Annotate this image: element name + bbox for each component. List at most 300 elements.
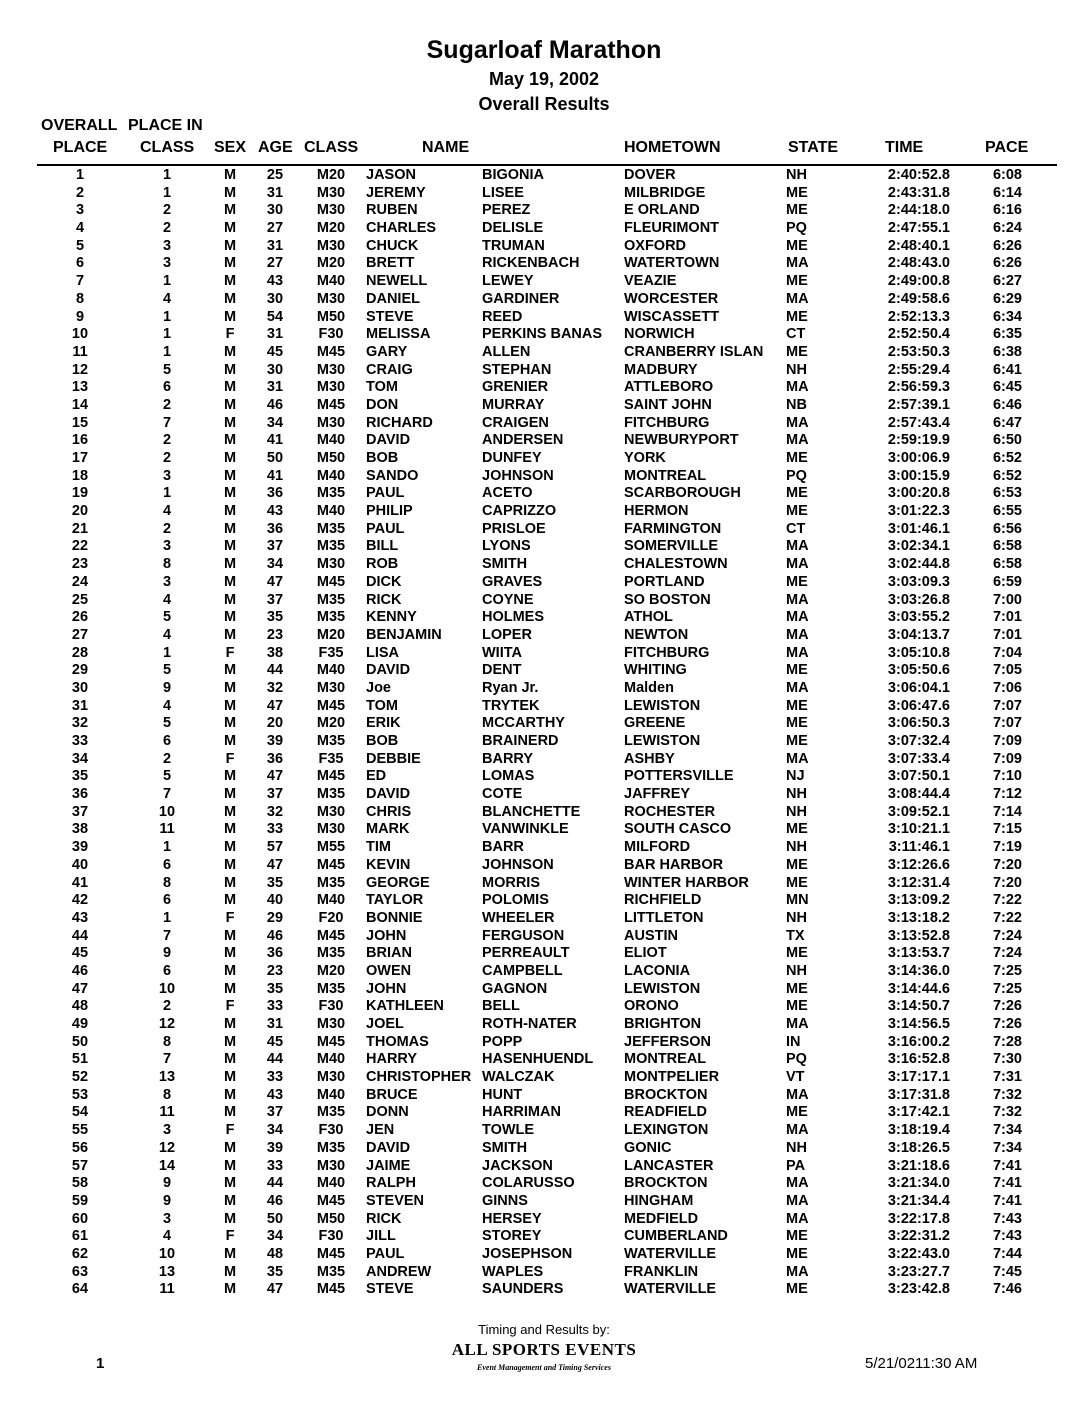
table-row: [0, 1211, 1088, 1229]
cell-pace: 7:19: [992, 839, 1022, 856]
cell-time: 3:13:52.8: [887, 927, 950, 944]
cell-last-name: WALCZAK: [482, 1069, 555, 1086]
cell-time: 3:14:50.7: [887, 998, 950, 1015]
cell-age: 35: [266, 1263, 284, 1280]
cell-last-name: STOREY: [482, 1228, 542, 1245]
cell-hometown: MONTREAL: [624, 467, 707, 484]
cell-hometown: POTTERSVILLE: [624, 768, 734, 785]
cell-class-place: 8: [162, 1033, 172, 1050]
cell-sex: M: [223, 1016, 237, 1032]
cell-state: MA: [786, 538, 809, 555]
cell-hometown: LEWISTON: [624, 980, 701, 997]
table-row: [0, 220, 1088, 238]
cell-hometown: WATERVILLE: [624, 1245, 717, 1262]
cell-first-name: DAVID: [366, 662, 411, 679]
cell-time: 3:12:31.4: [887, 874, 950, 891]
cell-age: 20: [266, 715, 284, 732]
cell-class: M35: [316, 538, 346, 555]
cell-last-name: PERREAULT: [482, 945, 570, 962]
cell-class: M45: [316, 1192, 346, 1209]
col-header-class: CLASS: [304, 139, 359, 156]
cell-hometown: OXFORD: [624, 237, 687, 254]
cell-state: MA: [786, 1016, 809, 1032]
cell-last-name: BELL: [482, 998, 520, 1015]
cell-sex: F: [225, 909, 235, 926]
cell-last-name: GINNS: [482, 1192, 528, 1209]
cell-age: 31: [266, 184, 284, 201]
cell-hometown: FITCHBURG: [624, 414, 710, 431]
cell-class: M45: [316, 768, 346, 785]
cell-time: 2:49:00.8: [887, 273, 950, 290]
cell-hometown: Malden: [624, 679, 674, 696]
cell-state: NJ: [786, 768, 805, 785]
cell-last-name: HERSEY: [482, 1210, 542, 1227]
cell-class-place: 7: [162, 927, 172, 944]
cell-hometown: LEWISTON: [624, 733, 701, 749]
table-row: [0, 202, 1088, 220]
cell-hometown: GONIC: [624, 1139, 672, 1156]
cell-class-place: 4: [162, 1228, 172, 1245]
cell-class-place: 14: [158, 1157, 176, 1174]
cell-overall-place: 35: [71, 768, 89, 785]
cell-age: 25: [266, 167, 284, 183]
cell-pace: 7:12: [992, 786, 1022, 803]
cell-overall-place: 64: [71, 1281, 89, 1298]
table-row: [0, 1158, 1088, 1176]
cell-last-name: MCCARTHY: [482, 715, 565, 732]
cell-time: 3:03:09.3: [887, 573, 950, 590]
cell-first-name: DON: [366, 396, 399, 413]
cell-overall-place: 2: [75, 184, 85, 201]
cell-first-name: GARY: [366, 343, 408, 360]
cell-class: M20: [316, 220, 346, 237]
cell-first-name: PAUL: [366, 485, 405, 502]
cell-class: M45: [316, 1245, 346, 1262]
cell-state: ME: [786, 1245, 808, 1262]
cell-last-name: JOHNSON: [482, 856, 554, 873]
cell-last-name: REED: [482, 308, 523, 325]
cell-age: 43: [266, 1086, 284, 1103]
table-row: [0, 680, 1088, 698]
cell-hometown: VEAZIE: [624, 273, 677, 290]
cell-class-place: 4: [162, 591, 172, 608]
cell-pace: 6:45: [992, 379, 1022, 396]
cell-sex: M: [223, 1069, 237, 1086]
cell-hometown: SOUTH CASCO: [624, 821, 732, 838]
cell-first-name: DANIEL: [366, 290, 420, 307]
table-row: [0, 645, 1088, 663]
table-row: [0, 768, 1088, 786]
cell-overall-place: 25: [71, 591, 89, 608]
cell-time: 3:16:52.8: [887, 1051, 950, 1068]
cell-state: NH: [786, 909, 807, 926]
cell-age: 34: [266, 1122, 284, 1139]
cell-time: 3:09:52.1: [887, 803, 950, 820]
cell-time: 2:49:58.6: [887, 290, 950, 307]
cell-class-place: 7: [162, 414, 172, 431]
cell-first-name: DEBBIE: [366, 750, 421, 767]
cell-time: 3:18:26.5: [887, 1139, 950, 1156]
cell-hometown: GREENE: [624, 715, 686, 732]
cell-sex: M: [223, 697, 237, 714]
cell-pace: 6:52: [992, 450, 1022, 466]
cell-age: 30: [266, 290, 284, 307]
cell-first-name: BENJAMIN: [366, 626, 442, 643]
cell-first-name: GEORGE: [366, 874, 430, 891]
cell-hometown: ATHOL: [624, 609, 673, 626]
cell-age: 23: [266, 626, 284, 643]
cell-age: 37: [266, 1104, 284, 1121]
table-row: [0, 609, 1088, 627]
cell-overall-place: 30: [71, 679, 89, 696]
cell-age: 33: [266, 1157, 284, 1174]
cell-class-place: 8: [162, 1086, 172, 1103]
cell-age: 46: [266, 927, 284, 944]
cell-state: NH: [786, 167, 807, 183]
table-row: [0, 998, 1088, 1016]
table-row: [0, 857, 1088, 875]
cell-class: M30: [316, 1157, 346, 1174]
table-row: [0, 538, 1088, 556]
cell-hometown: LITTLETON: [624, 909, 704, 926]
cell-time: 3:00:20.8: [887, 485, 950, 502]
table-row: [0, 875, 1088, 893]
cell-class: M35: [316, 609, 346, 626]
cell-overall-place: 24: [71, 573, 89, 590]
cell-age: 34: [266, 1228, 284, 1245]
cell-state: ME: [786, 308, 808, 325]
cell-last-name: COYNE: [482, 591, 534, 608]
cell-hometown: WORCESTER: [624, 290, 719, 307]
cell-pace: 7:01: [992, 609, 1022, 626]
cell-overall-place: 23: [71, 556, 89, 573]
cell-state: NH: [786, 361, 807, 378]
cell-pace: 7:22: [992, 909, 1022, 926]
cell-state: ME: [786, 998, 808, 1015]
cell-last-name: LEWEY: [482, 273, 534, 290]
cell-hometown: ASHBY: [624, 750, 675, 767]
cell-overall-place: 19: [71, 485, 89, 502]
cell-class-place: 10: [158, 980, 176, 997]
cell-sex: M: [223, 290, 237, 307]
cell-first-name: TIM: [366, 839, 391, 856]
cell-time: 3:00:15.9: [887, 467, 950, 484]
cell-class-place: 1: [162, 485, 172, 502]
table-row: [0, 733, 1088, 751]
cell-last-name: PERKINS BANAS: [482, 326, 603, 343]
timing-company-logo: ALL SPORTS EVENTS: [451, 1340, 637, 1359]
cell-hometown: NORWICH: [624, 326, 695, 343]
cell-state: ME: [786, 1281, 808, 1298]
cell-age: 36: [266, 945, 284, 962]
cell-pace: 7:28: [992, 1033, 1022, 1050]
cell-sex: F: [225, 644, 235, 661]
cell-class: M30: [316, 414, 346, 431]
table-row: [0, 1087, 1088, 1105]
table-row: [0, 839, 1088, 857]
cell-first-name: RALPH: [366, 1175, 416, 1192]
cell-overall-place: 13: [71, 379, 89, 396]
cell-hometown: JAFFREY: [624, 786, 691, 803]
cell-sex: M: [223, 856, 237, 873]
cell-state: MA: [786, 255, 809, 272]
cell-pace: 7:05: [992, 662, 1022, 679]
cell-class: M35: [316, 485, 346, 502]
table-row: [0, 1175, 1088, 1193]
cell-pace: 7:24: [992, 945, 1022, 962]
cell-first-name: DICK: [366, 573, 402, 590]
cell-overall-place: 61: [71, 1228, 89, 1245]
cell-time: 3:22:31.2: [887, 1228, 950, 1245]
cell-sex: M: [223, 821, 237, 838]
cell-overall-place: 26: [71, 609, 89, 626]
cell-state: MA: [786, 626, 809, 643]
table-row: [0, 592, 1088, 610]
cell-first-name: BILL: [366, 538, 399, 555]
cell-pace: 7:01: [992, 626, 1022, 643]
cell-pace: 7:09: [992, 750, 1022, 767]
cell-hometown: AUSTIN: [624, 927, 678, 944]
cell-class-place: 5: [162, 609, 172, 626]
cell-class: M45: [316, 697, 346, 714]
cell-last-name: BARR: [482, 839, 524, 856]
cell-class: M45: [316, 396, 346, 413]
table-row: [0, 167, 1088, 185]
table-row: [0, 291, 1088, 309]
cell-sex: M: [223, 520, 237, 537]
cell-sex: M: [223, 679, 237, 696]
cell-age: 47: [266, 697, 284, 714]
cell-sex: M: [223, 945, 237, 962]
cell-state: ME: [786, 273, 808, 290]
header-divider: [37, 164, 1057, 166]
cell-time: 3:22:43.0: [887, 1245, 950, 1262]
cell-age: 48: [266, 1245, 284, 1262]
cell-time: 3:13:09.2: [887, 892, 950, 909]
cell-hometown: CHALESTOWN: [624, 556, 728, 573]
cell-hometown: BAR HARBOR: [624, 856, 724, 873]
col-header-hometown: HOMETOWN: [624, 139, 721, 156]
col-header-place-in: PLACE IN: [128, 117, 203, 134]
cell-time: 2:40:52.8: [887, 167, 950, 183]
cell-hometown: WINTER HARBOR: [624, 874, 749, 891]
cell-overall-place: 62: [71, 1245, 89, 1262]
table-row: [0, 1069, 1088, 1087]
cell-class: F35: [318, 644, 344, 661]
cell-last-name: HOLMES: [482, 609, 545, 626]
cell-state: MA: [786, 556, 809, 573]
cell-overall-place: 42: [71, 892, 89, 909]
cell-sex: M: [223, 467, 237, 484]
cell-state: PQ: [786, 220, 807, 237]
cell-sex: M: [223, 220, 237, 237]
cell-class: M50: [316, 450, 346, 466]
cell-state: ME: [786, 874, 808, 891]
cell-hometown: FITCHBURG: [624, 644, 710, 661]
cell-class: M45: [316, 927, 346, 944]
cell-state: ME: [786, 697, 808, 714]
cell-class-place: 4: [162, 503, 172, 520]
cell-last-name: JACKSON: [482, 1157, 553, 1174]
cell-age: 46: [266, 396, 284, 413]
cell-state: ME: [786, 343, 808, 360]
cell-time: 3:03:26.8: [887, 591, 950, 608]
cell-last-name: POLOMIS: [482, 892, 549, 909]
cell-overall-place: 14: [71, 396, 89, 413]
cell-overall-place: 33: [71, 733, 89, 749]
cell-last-name: CAMPBELL: [482, 962, 563, 979]
cell-class-place: 5: [162, 768, 172, 785]
cell-overall-place: 22: [71, 538, 89, 555]
cell-hometown: WHITING: [624, 662, 687, 679]
cell-class-place: 9: [162, 679, 172, 696]
cell-hometown: LACONIA: [624, 962, 691, 979]
table-row: [0, 556, 1088, 574]
table-row: [0, 662, 1088, 680]
cell-sex: F: [225, 1122, 235, 1139]
cell-last-name: RICKENBACH: [482, 255, 580, 272]
table-row: [0, 945, 1088, 963]
cell-hometown: SAINT JOHN: [624, 396, 712, 413]
cell-class: M30: [316, 1016, 346, 1032]
cell-time: 2:48:40.1: [887, 237, 950, 254]
cell-age: 30: [266, 361, 284, 378]
cell-pace: 7:26: [992, 1016, 1022, 1032]
cell-first-name: RICK: [366, 591, 402, 608]
cell-last-name: JOHNSON: [482, 467, 554, 484]
cell-class: M30: [316, 184, 346, 201]
cell-time: 3:03:55.2: [887, 609, 950, 626]
cell-age: 31: [266, 379, 284, 396]
cell-age: 37: [266, 591, 284, 608]
cell-class-place: 11: [159, 1281, 175, 1298]
cell-sex: M: [223, 432, 237, 449]
cell-overall-place: 50: [71, 1033, 89, 1050]
cell-first-name: JOEL: [366, 1016, 404, 1032]
cell-overall-place: 4: [75, 220, 85, 237]
cell-class-place: 5: [162, 715, 172, 732]
cell-age: 36: [266, 485, 284, 502]
cell-first-name: SANDO: [366, 467, 419, 484]
cell-pace: 7:25: [992, 962, 1022, 979]
cell-overall-place: 58: [71, 1175, 89, 1192]
cell-first-name: ANDREW: [366, 1263, 432, 1280]
cell-pace: 6:47: [992, 414, 1022, 431]
cell-age: 31: [266, 1016, 284, 1032]
cell-hometown: ORONO: [624, 998, 679, 1015]
cell-last-name: DENT: [482, 662, 522, 679]
table-row: [0, 238, 1088, 256]
cell-class: M30: [316, 202, 346, 219]
cell-overall-place: 54: [71, 1104, 89, 1121]
cell-age: 39: [266, 733, 284, 749]
cell-class-place: 3: [162, 1122, 172, 1139]
cell-class-place: 7: [162, 1051, 172, 1068]
table-row: [0, 1122, 1088, 1140]
cell-sex: M: [223, 1281, 237, 1298]
cell-age: 44: [266, 662, 284, 679]
cell-class-place: 6: [162, 733, 172, 749]
cell-overall-place: 28: [71, 644, 89, 661]
cell-class-place: 7: [162, 786, 172, 803]
table-row: [0, 344, 1088, 362]
cell-pace: 7:20: [992, 856, 1022, 873]
cell-pace: 6:58: [992, 556, 1022, 573]
cell-state: TX: [786, 927, 805, 944]
table-row: [0, 1034, 1088, 1052]
cell-first-name: RICHARD: [366, 414, 433, 431]
cell-hometown: WATERTOWN: [624, 255, 720, 272]
cell-hometown: MILFORD: [624, 839, 691, 856]
cell-state: MA: [786, 1086, 809, 1103]
cell-pace: 7:07: [992, 697, 1022, 714]
cell-time: 2:48:43.0: [887, 255, 950, 272]
cell-first-name: JEN: [366, 1122, 395, 1139]
cell-first-name: STEVE: [366, 308, 414, 325]
cell-sex: M: [223, 1033, 237, 1050]
cell-state: ME: [786, 715, 808, 732]
cell-sex: M: [223, 202, 237, 219]
cell-state: PA: [786, 1157, 806, 1174]
cell-hometown: LEXINGTON: [624, 1122, 709, 1139]
cell-sex: F: [225, 1228, 235, 1245]
cell-class-place: 6: [162, 379, 172, 396]
col-header-place: PLACE: [53, 139, 108, 156]
cell-last-name: HARRIMAN: [482, 1104, 561, 1121]
race-date: May 19, 2002: [488, 69, 600, 89]
cell-hometown: FRANKLIN: [624, 1263, 699, 1280]
cell-first-name: BRUCE: [366, 1086, 418, 1103]
cell-sex: M: [223, 1192, 237, 1209]
table-row: [0, 963, 1088, 981]
cell-first-name: JOHN: [366, 927, 407, 944]
cell-overall-place: 49: [71, 1016, 89, 1032]
cell-last-name: SMITH: [482, 556, 528, 573]
cell-first-name: JEREMY: [366, 184, 426, 201]
cell-pace: 6:16: [992, 202, 1022, 219]
cell-first-name: TAYLOR: [366, 892, 424, 909]
cell-class: M20: [316, 255, 346, 272]
cell-pace: 7:24: [992, 927, 1022, 944]
cell-class: M45: [316, 1033, 346, 1050]
cell-age: 37: [266, 786, 284, 803]
cell-class-place: 11: [159, 1104, 175, 1121]
cell-time: 2:52:50.4: [887, 326, 950, 343]
cell-time: 3:01:46.1: [887, 520, 950, 537]
cell-class: M30: [316, 361, 346, 378]
cell-last-name: DELISLE: [482, 220, 544, 237]
cell-pace: 7:09: [992, 733, 1022, 749]
cell-overall-place: 45: [71, 945, 89, 962]
cell-hometown: HERMON: [624, 503, 689, 520]
cell-state: NH: [786, 839, 807, 856]
cell-sex: M: [223, 396, 237, 413]
cell-sex: M: [223, 1086, 237, 1103]
cell-overall-place: 55: [71, 1122, 89, 1139]
cell-class: M35: [316, 945, 346, 962]
cell-class-place: 1: [162, 273, 172, 290]
cell-pace: 7:44: [992, 1245, 1022, 1262]
cell-age: 47: [266, 1281, 284, 1298]
cell-sex: M: [223, 1139, 237, 1156]
table-row: [0, 698, 1088, 716]
table-row: [0, 1246, 1088, 1264]
cell-state: NH: [786, 786, 807, 803]
cell-class: M40: [316, 1175, 346, 1192]
cell-hometown: HINGHAM: [624, 1192, 694, 1209]
cell-last-name: CAPRIZZO: [482, 503, 557, 520]
cell-sex: M: [223, 308, 237, 325]
